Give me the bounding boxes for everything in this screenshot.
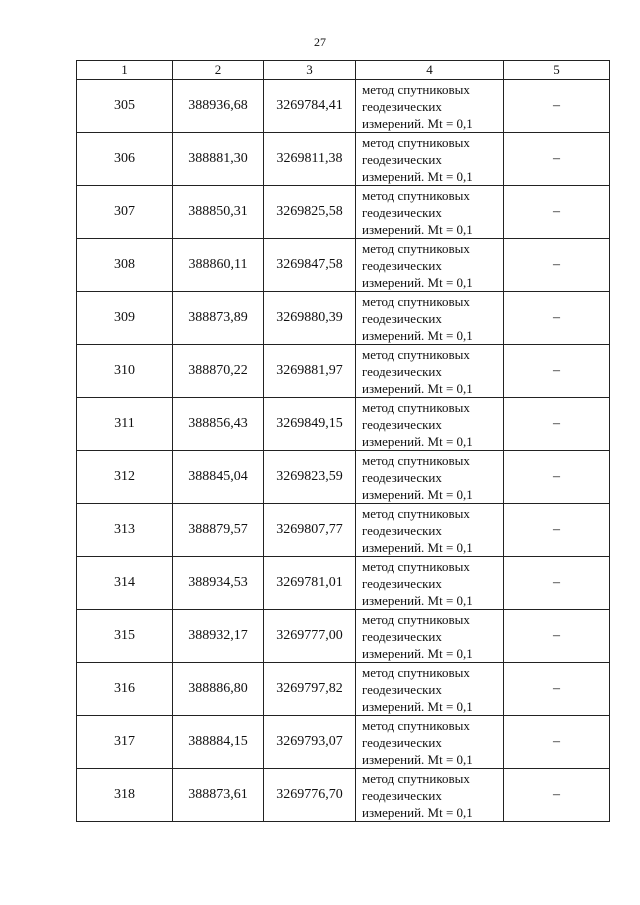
column-header-1: 1 <box>77 61 173 80</box>
method-line: метод спутниковых <box>362 611 470 627</box>
y-coordinate-cell: 3269881,97 <box>264 345 356 398</box>
method-line: метод спутниковых <box>362 452 470 468</box>
method-line: измерений. Mt = 0,1 <box>362 168 473 184</box>
method-cell <box>356 239 504 292</box>
point-number-cell: 315 <box>77 610 173 663</box>
method-line: метод спутниковых <box>362 399 470 415</box>
table-row <box>77 186 610 239</box>
method-line: измерений. Mt = 0,1 <box>362 751 473 767</box>
method-line: метод спутниковых <box>362 346 470 362</box>
method-cell <box>356 292 504 345</box>
point-number-cell: 314 <box>77 557 173 610</box>
method-line: метод спутниковых <box>362 558 470 574</box>
y-coordinate-cell: 3269807,77 <box>264 504 356 557</box>
method-cell <box>356 769 504 822</box>
y-coordinate-cell: 3269781,01 <box>264 557 356 610</box>
point-number-cell: 307 <box>77 186 173 239</box>
column-header-3: 3 <box>264 61 356 80</box>
note-cell <box>504 345 610 398</box>
method-cell <box>356 133 504 186</box>
note-cell <box>504 716 610 769</box>
method-line: геодезических <box>362 522 442 538</box>
table-header <box>77 61 610 80</box>
x-coordinate-cell: 388936,68 <box>173 80 264 133</box>
method-line: геодезических <box>362 787 442 803</box>
x-coordinate-cell: 388870,22 <box>173 345 264 398</box>
method-line: измерений. Mt = 0,1 <box>362 115 473 131</box>
method-line: измерений. Mt = 0,1 <box>362 698 473 714</box>
column-header-5: 5 <box>504 61 610 80</box>
y-coordinate-cell: 3269797,82 <box>264 663 356 716</box>
x-coordinate-cell: 388873,61 <box>173 769 264 822</box>
x-coordinate-cell: 388850,31 <box>173 186 264 239</box>
method-cell <box>356 610 504 663</box>
method-cell <box>356 716 504 769</box>
point-number-cell: 312 <box>77 451 173 504</box>
y-coordinate-cell: 3269847,58 <box>264 239 356 292</box>
page-number: 27 <box>314 35 326 49</box>
header-row <box>77 61 610 80</box>
note-dash: – <box>553 363 560 378</box>
note-dash: – <box>553 257 560 272</box>
method-line: геодезических <box>362 257 442 273</box>
point-number-cell: 316 <box>77 663 173 716</box>
method-line: метод спутниковых <box>362 717 470 733</box>
note-dash: – <box>553 98 560 113</box>
note-dash: – <box>553 681 560 696</box>
method-cell <box>356 80 504 133</box>
method-line: геодезических <box>362 151 442 167</box>
method-line: метод спутниковых <box>362 240 470 256</box>
column-header-2: 2 <box>173 61 264 80</box>
table-row <box>77 663 610 716</box>
method-line: метод спутниковых <box>362 81 470 97</box>
table-body <box>77 80 610 822</box>
method-line: метод спутниковых <box>362 664 470 680</box>
method-line: метод спутниковых <box>362 187 470 203</box>
method-cell <box>356 398 504 451</box>
y-coordinate-cell: 3269825,58 <box>264 186 356 239</box>
note-dash: – <box>553 522 560 537</box>
method-line: измерений. Mt = 0,1 <box>362 592 473 608</box>
note-cell <box>504 292 610 345</box>
note-cell <box>504 133 610 186</box>
method-line: геодезических <box>362 204 442 220</box>
point-number-cell: 311 <box>77 398 173 451</box>
method-cell <box>356 345 504 398</box>
method-cell <box>356 451 504 504</box>
x-coordinate-cell: 388934,53 <box>173 557 264 610</box>
table-row <box>77 610 610 663</box>
method-line: измерений. Mt = 0,1 <box>362 327 473 343</box>
note-cell <box>504 398 610 451</box>
note-cell <box>504 769 610 822</box>
x-coordinate-cell: 388886,80 <box>173 663 264 716</box>
method-line: метод спутниковых <box>362 505 470 521</box>
method-line: метод спутниковых <box>362 293 470 309</box>
table-row <box>77 557 610 610</box>
method-cell <box>356 504 504 557</box>
method-line: измерений. Mt = 0,1 <box>362 433 473 449</box>
point-number-cell: 305 <box>77 80 173 133</box>
point-number-cell: 308 <box>77 239 173 292</box>
method-line: геодезических <box>362 681 442 697</box>
method-line: измерений. Mt = 0,1 <box>362 539 473 555</box>
note-cell <box>504 504 610 557</box>
point-number-cell: 317 <box>77 716 173 769</box>
method-cell <box>356 186 504 239</box>
table-row <box>77 451 610 504</box>
method-line: измерений. Mt = 0,1 <box>362 274 473 290</box>
method-line: геодезических <box>362 734 442 750</box>
table-row <box>77 133 610 186</box>
table-row <box>77 292 610 345</box>
table-row <box>77 239 610 292</box>
note-dash: – <box>553 204 560 219</box>
point-number-cell: 318 <box>77 769 173 822</box>
y-coordinate-cell: 3269776,70 <box>264 769 356 822</box>
method-line: измерений. Mt = 0,1 <box>362 804 473 820</box>
y-coordinate-cell: 3269793,07 <box>264 716 356 769</box>
note-cell <box>504 80 610 133</box>
point-number-cell: 306 <box>77 133 173 186</box>
note-dash: – <box>553 787 560 802</box>
table-row <box>77 504 610 557</box>
table-row <box>77 769 610 822</box>
note-dash: – <box>553 628 560 643</box>
y-coordinate-cell: 3269784,41 <box>264 80 356 133</box>
method-line: измерений. Mt = 0,1 <box>362 486 473 502</box>
x-coordinate-cell: 388845,04 <box>173 451 264 504</box>
note-dash: – <box>553 310 560 325</box>
note-dash: – <box>553 575 560 590</box>
note-cell <box>504 557 610 610</box>
method-line: геодезических <box>362 363 442 379</box>
note-dash: – <box>553 151 560 166</box>
note-dash: – <box>553 734 560 749</box>
method-line: геодезических <box>362 469 442 485</box>
x-coordinate-cell: 388884,15 <box>173 716 264 769</box>
method-line: измерений. Mt = 0,1 <box>362 221 473 237</box>
note-cell <box>504 610 610 663</box>
method-line: измерений. Mt = 0,1 <box>362 380 473 396</box>
method-line: метод спутниковых <box>362 770 470 786</box>
method-line: геодезических <box>362 628 442 644</box>
y-coordinate-cell: 3269849,15 <box>264 398 356 451</box>
note-dash: – <box>553 416 560 431</box>
y-coordinate-cell: 3269811,38 <box>264 133 356 186</box>
method-line: метод спутниковых <box>362 134 470 150</box>
note-cell <box>504 663 610 716</box>
table-row <box>77 716 610 769</box>
x-coordinate-cell: 388873,89 <box>173 292 264 345</box>
x-coordinate-cell: 388932,17 <box>173 610 264 663</box>
note-cell <box>504 451 610 504</box>
method-line: геодезических <box>362 575 442 591</box>
x-coordinate-cell: 388881,30 <box>173 133 264 186</box>
y-coordinate-cell: 3269777,00 <box>264 610 356 663</box>
method-cell <box>356 557 504 610</box>
note-dash: – <box>553 469 560 484</box>
x-coordinate-cell: 388879,57 <box>173 504 264 557</box>
column-header-4: 4 <box>356 61 504 80</box>
table-row <box>77 398 610 451</box>
y-coordinate-cell: 3269880,39 <box>264 292 356 345</box>
point-number-cell: 310 <box>77 345 173 398</box>
method-line: геодезических <box>362 416 442 432</box>
y-coordinate-cell: 3269823,59 <box>264 451 356 504</box>
method-line: геодезических <box>362 310 442 326</box>
point-number-cell: 313 <box>77 504 173 557</box>
method-line: измерений. Mt = 0,1 <box>362 645 473 661</box>
table-row <box>77 80 610 133</box>
note-cell <box>504 239 610 292</box>
x-coordinate-cell: 388860,11 <box>173 239 264 292</box>
note-cell <box>504 186 610 239</box>
table-row <box>77 345 610 398</box>
coordinates-table <box>76 60 610 822</box>
method-line: геодезических <box>362 98 442 114</box>
method-cell <box>356 663 504 716</box>
x-coordinate-cell: 388856,43 <box>173 398 264 451</box>
point-number-cell: 309 <box>77 292 173 345</box>
